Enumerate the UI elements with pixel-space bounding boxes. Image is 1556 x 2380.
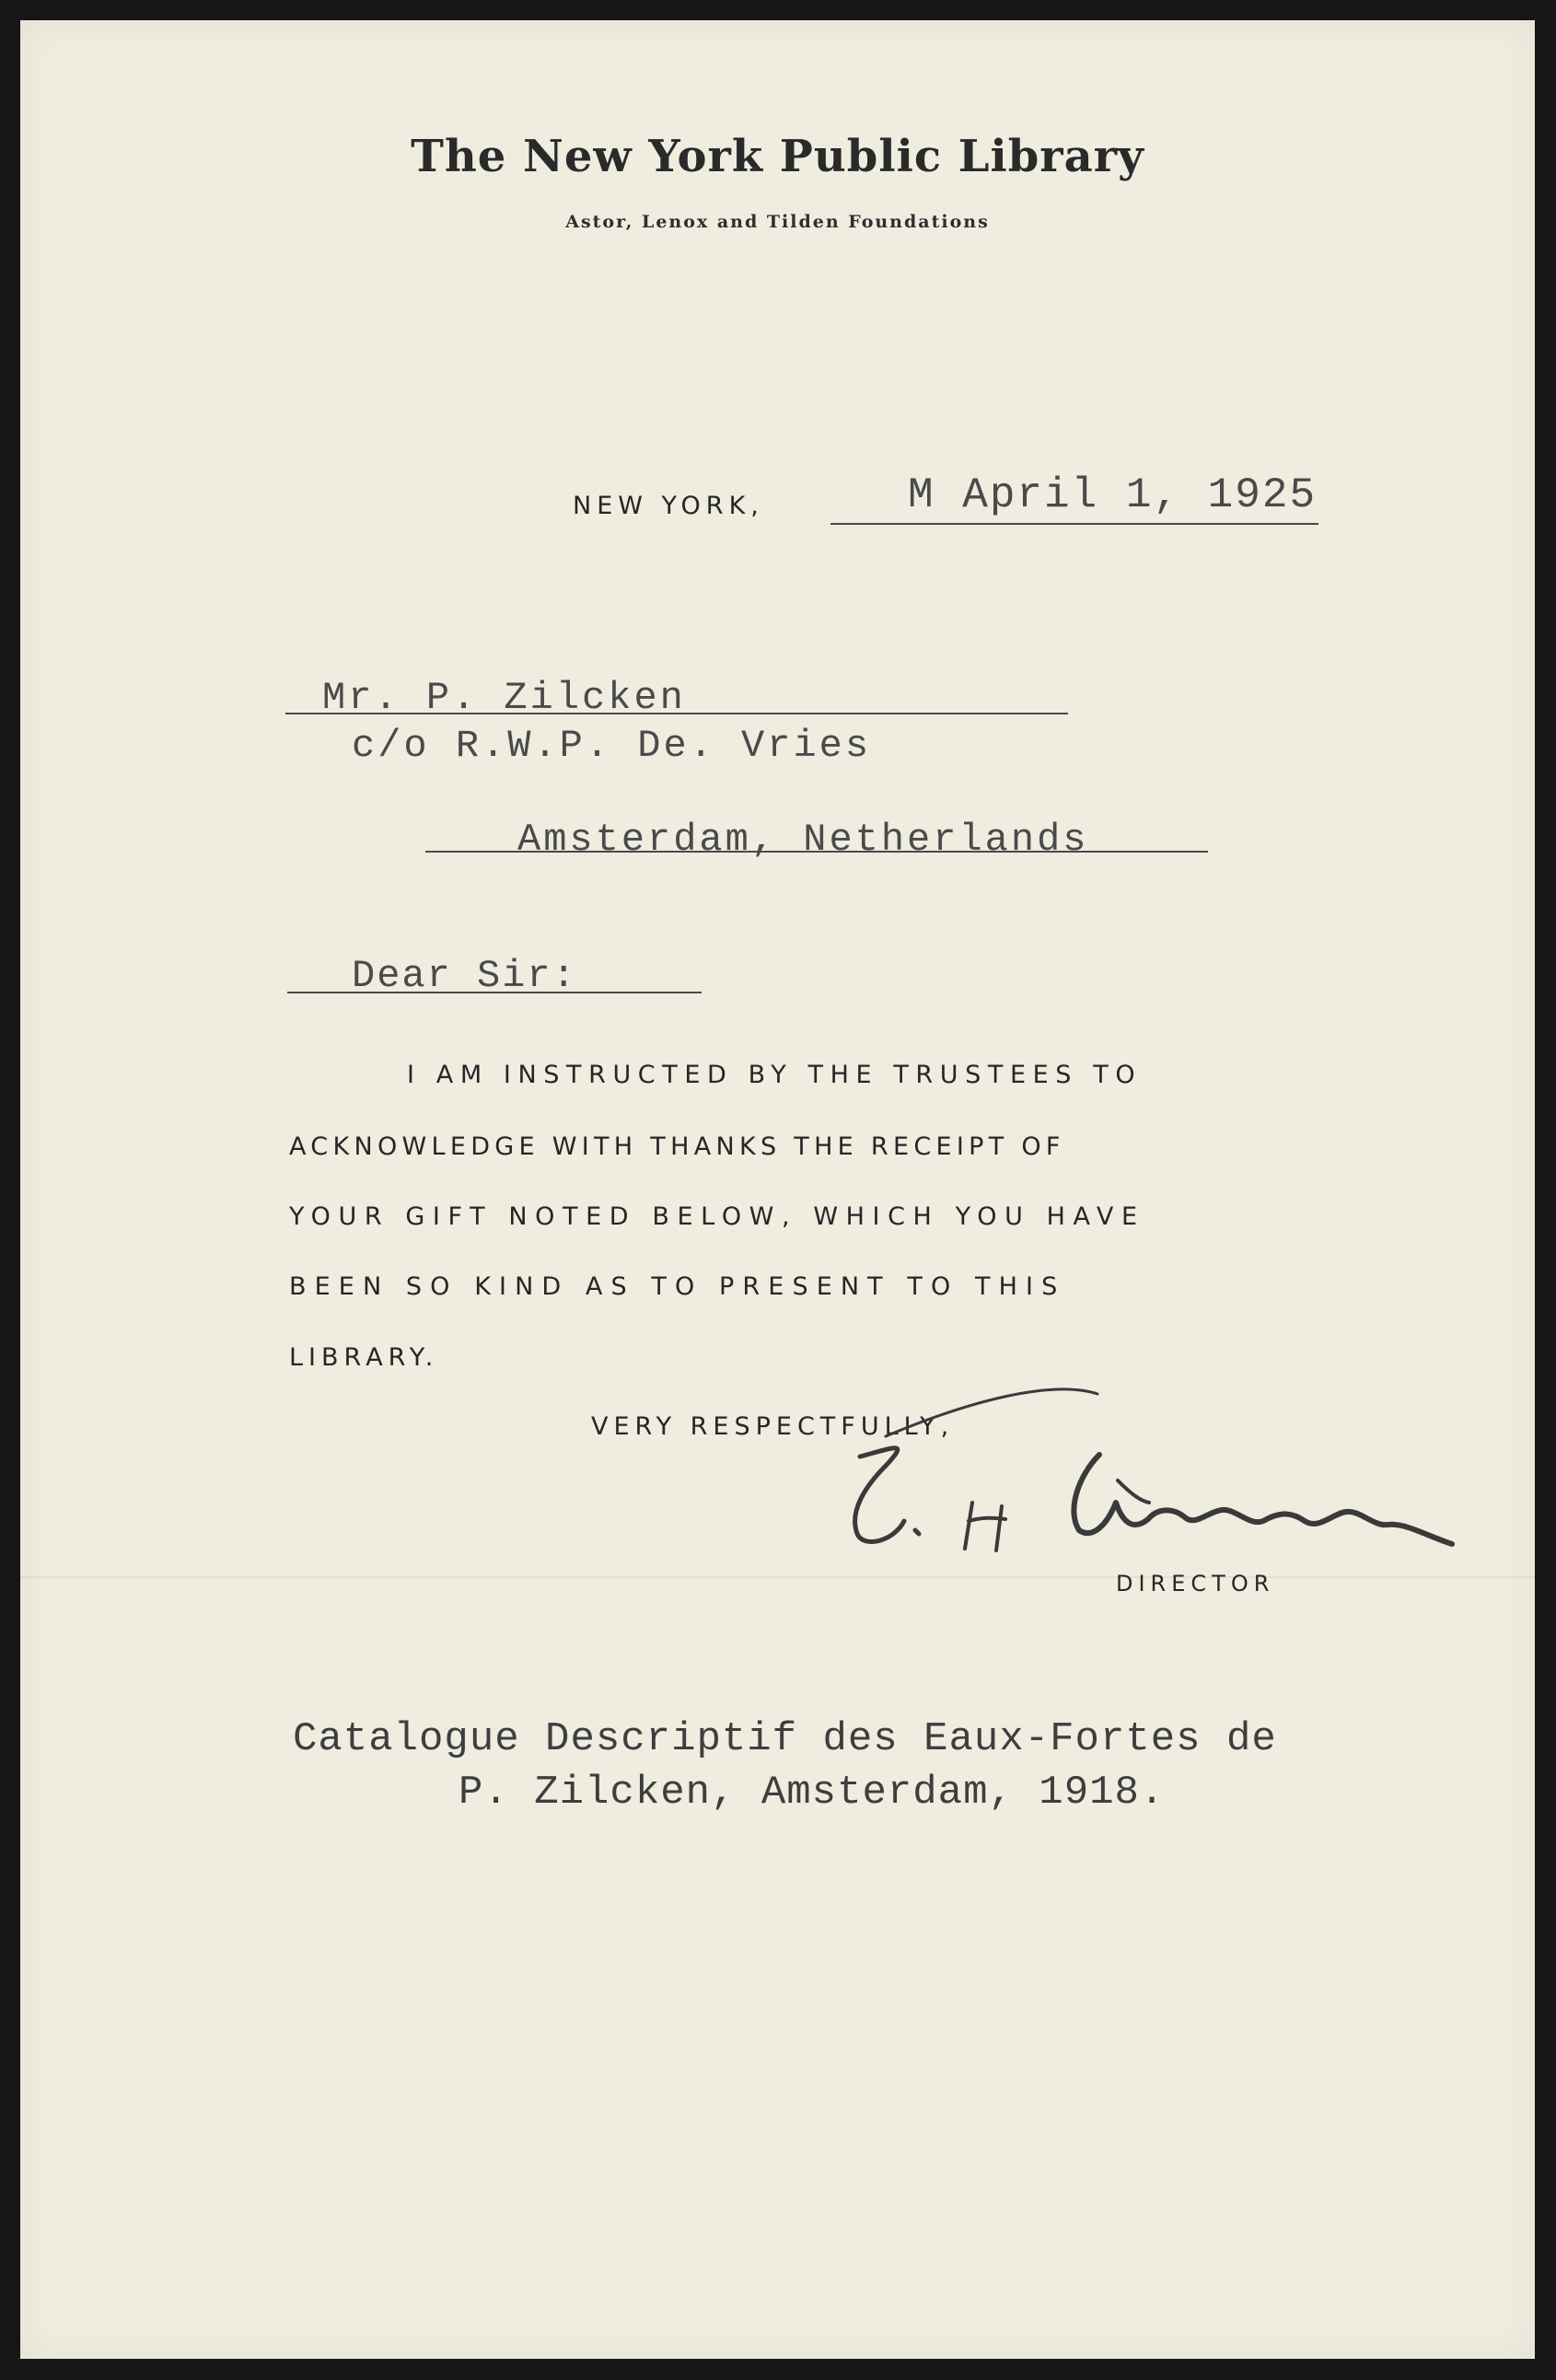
salutation-rule bbox=[287, 992, 702, 993]
city-rule bbox=[425, 851, 1208, 853]
recipient-name: Mr. P. Zilcken bbox=[322, 676, 686, 720]
body-line: LIBRARY. bbox=[289, 1343, 439, 1372]
body-line: I AM INSTRUCTED BY THE TRUSTEES TO bbox=[407, 1061, 1143, 1089]
signer-title: DIRECTOR bbox=[1116, 1571, 1275, 1596]
gift-description-line-2: P. Zilcken, Amsterdam, 1918. bbox=[459, 1770, 1166, 1816]
salutation: Dear Sir: bbox=[352, 954, 577, 998]
letterhead-subtitle: Astor, Lenox and Tilden Foundations bbox=[565, 212, 990, 232]
body-line: BEEN SO KIND AS TO PRESENT TO THIS bbox=[289, 1272, 1066, 1301]
body-line: ACKNOWLEDGE WITH THANKS THE RECEIPT OF bbox=[289, 1132, 1065, 1161]
letter-page bbox=[20, 20, 1535, 2359]
dateline-place: NEW YORK, bbox=[573, 492, 764, 520]
date-rule bbox=[830, 523, 1318, 525]
letterhead-title: The New York Public Library bbox=[411, 131, 1144, 182]
closing: VERY RESPECTFULLY, bbox=[591, 1412, 955, 1441]
body-line: YOUR GIFT NOTED BELOW, WHICH YOU HAVE bbox=[289, 1202, 1145, 1231]
recipient-care-of: c/o R.W.P. De. Vries bbox=[352, 724, 872, 768]
recipient-rule bbox=[285, 713, 1068, 714]
dateline-date: M April 1, 1925 bbox=[908, 471, 1318, 519]
recipient-city: Amsterdam, Netherlands bbox=[517, 818, 1089, 862]
signature bbox=[830, 1355, 1493, 1595]
gift-description-line-1: Catalogue Descriptif des Eaux-Fortes de bbox=[293, 1716, 1277, 1762]
